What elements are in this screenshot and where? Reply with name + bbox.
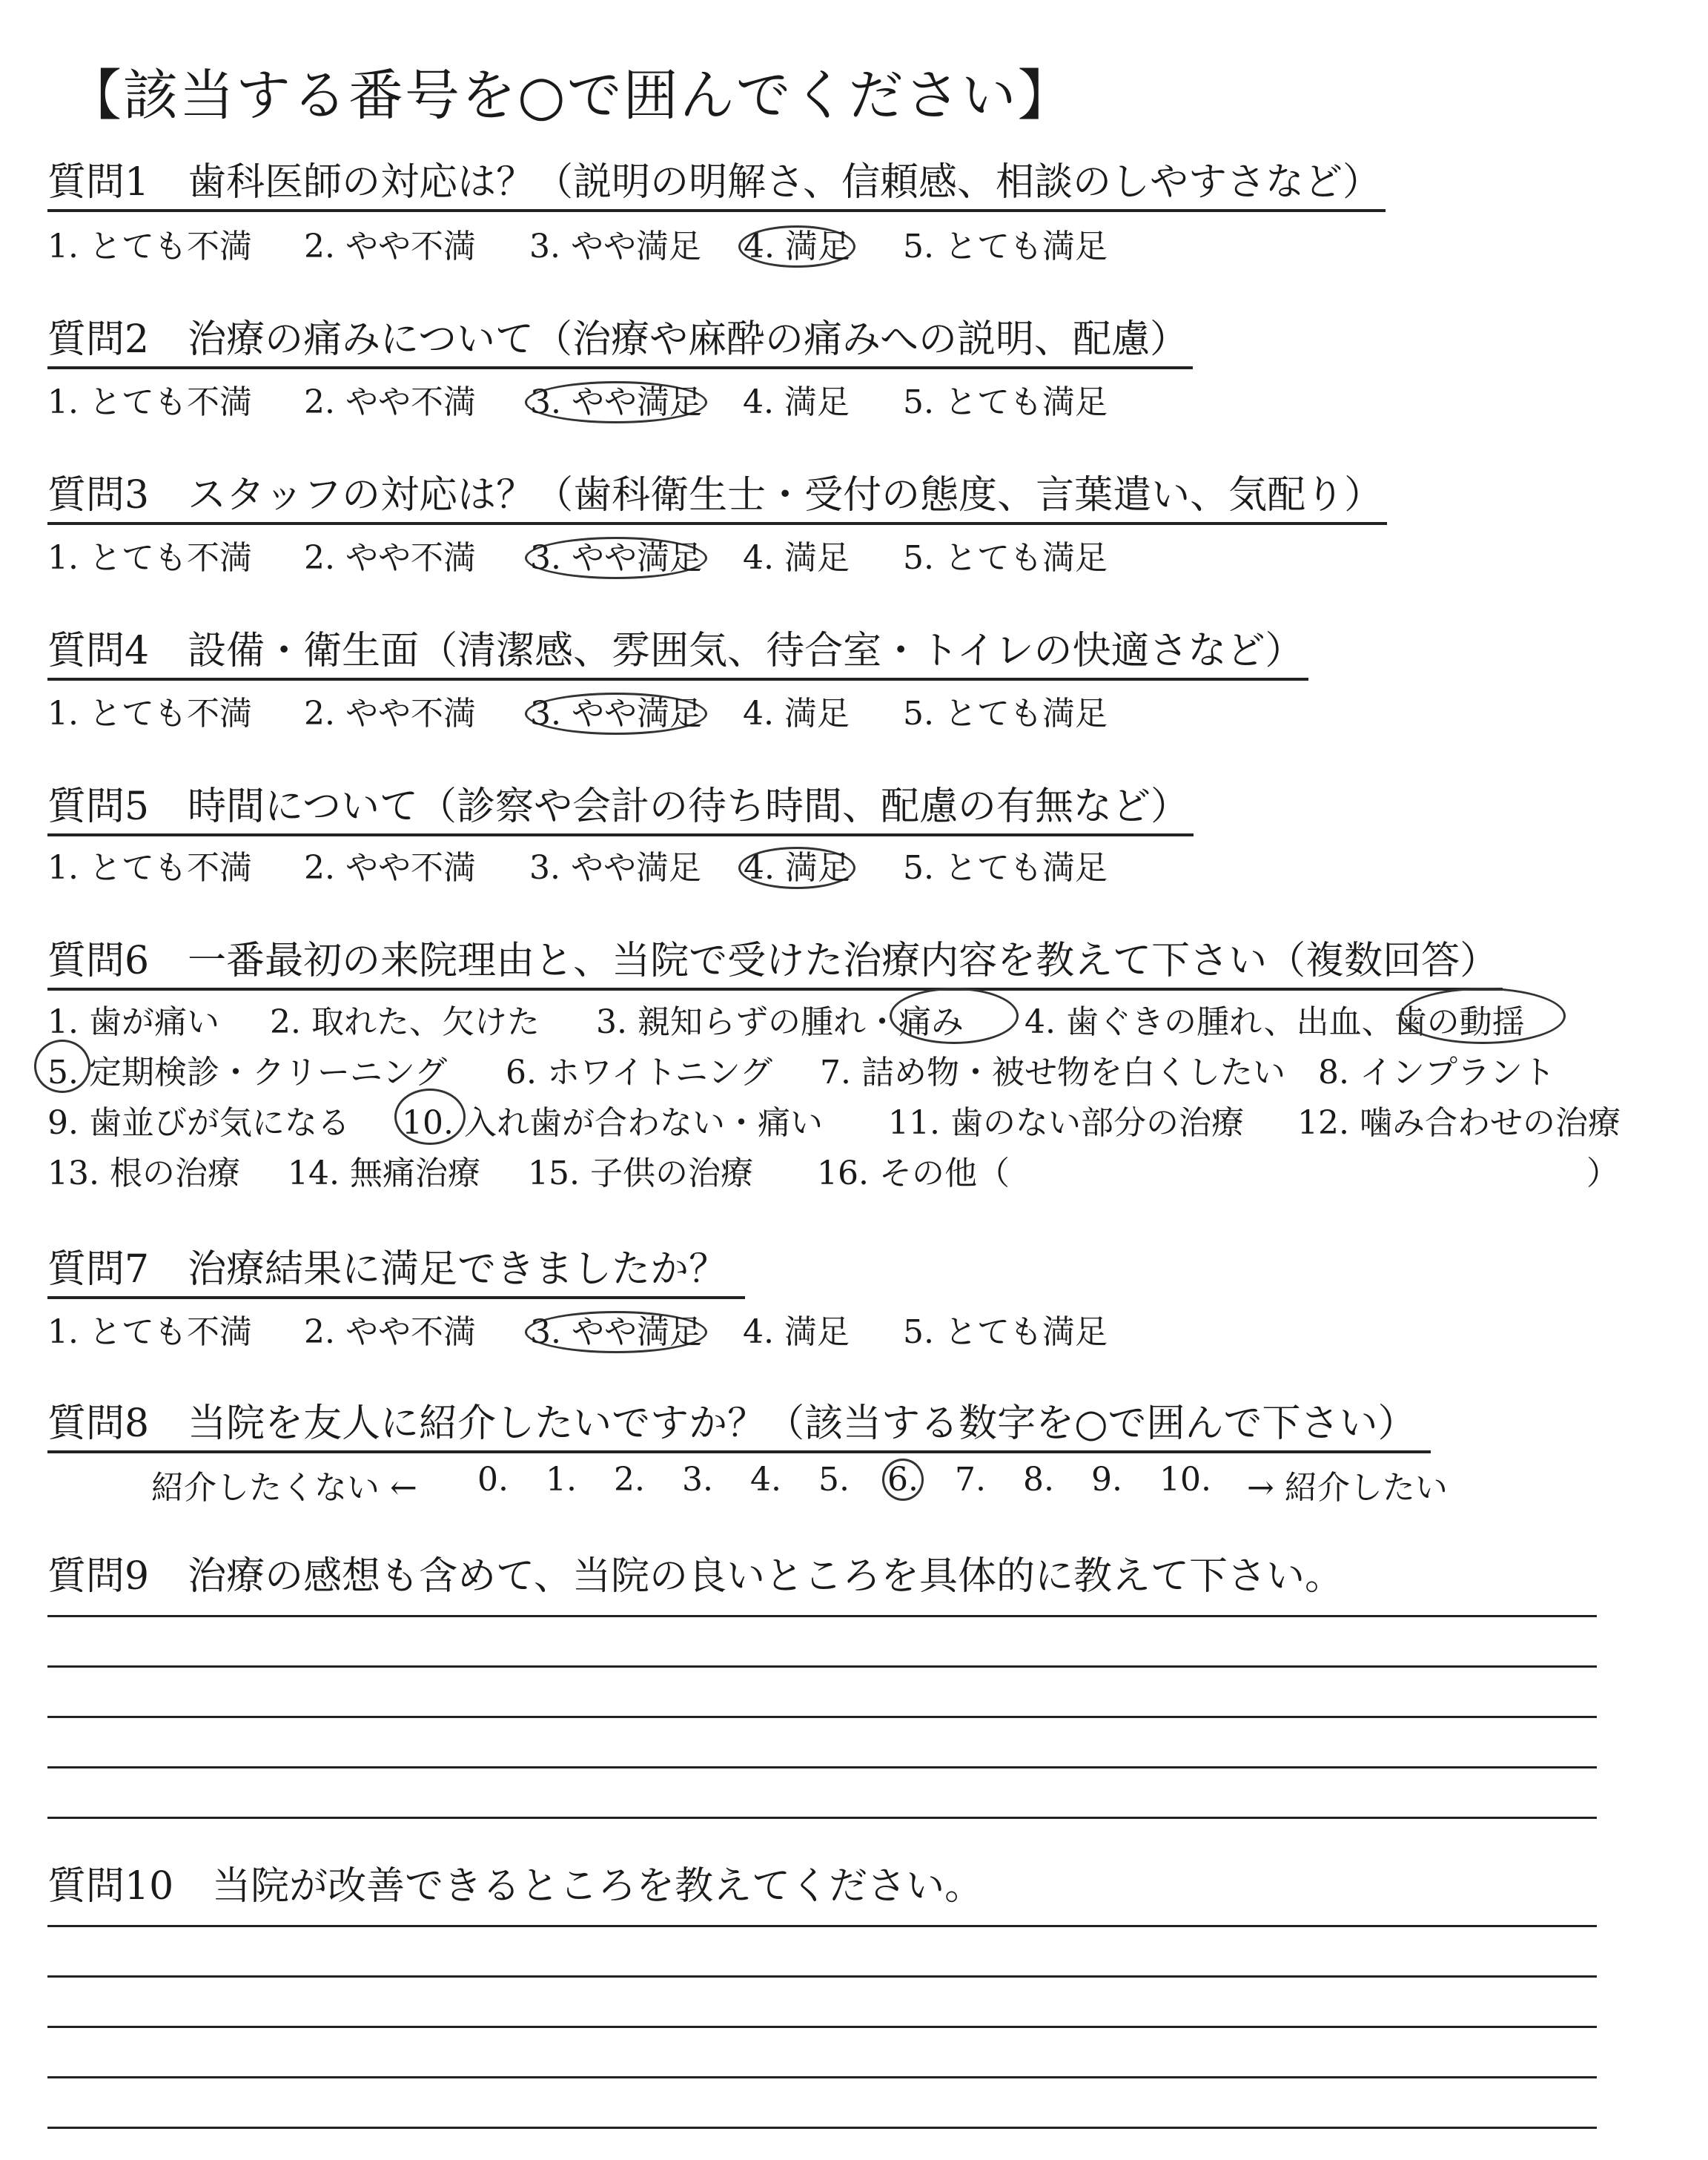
- q6-option-2[interactable]: 2. 取れた、欠けた: [270, 1003, 540, 1041]
- q2-selected-circle: 3. やや満足: [525, 381, 707, 423]
- question-2-title: 質問2 治療の痛みについて（治療や麻酔の痛みへの説明、配慮）: [47, 313, 1193, 369]
- q9-answer-line[interactable]: [47, 1817, 1597, 1819]
- q6-option-12[interactable]: 12. 噛み合わせの治療: [1297, 1104, 1621, 1142]
- q6-option-16[interactable]: 16. その他（: [817, 1155, 1010, 1192]
- q6-mark-10-circle: [394, 1089, 466, 1145]
- q3-option-5[interactable]: 5. とても満足: [903, 539, 1108, 577]
- question-4-title: 質問4 設備・衛生面（清潔感、雰囲気、待合室・トイレの快適さなど）: [47, 624, 1308, 681]
- question-7: [47, 1243, 745, 1299]
- q3-option-4[interactable]: 4. 満足: [743, 539, 850, 577]
- q5-option-3[interactable]: 3. やや満足: [529, 849, 701, 887]
- q6-option-13[interactable]: 13. 根の治療: [47, 1155, 240, 1192]
- q2-option-2[interactable]: 2. やや不満: [304, 383, 476, 421]
- q6-option-11[interactable]: 11. 歯のない部分の治療: [888, 1104, 1244, 1142]
- q2-option-3[interactable]: [529, 375, 707, 423]
- q8-value-4[interactable]: 4.: [750, 1461, 781, 1499]
- q6-mark-pain-oval: [890, 988, 1019, 1044]
- q8-right-label: → 紹介したい: [1247, 1469, 1448, 1507]
- question-3: [47, 469, 1387, 525]
- q10-answer-line[interactable]: [47, 1975, 1597, 1978]
- question-5: [47, 780, 1194, 836]
- question-2: [47, 313, 1193, 369]
- question-4: [47, 624, 1308, 681]
- q2-option-1[interactable]: 1. とても不満: [47, 383, 252, 421]
- question-5-title: 質問5 時間について（診察や会計の待ち時間、配慮の有無など）: [47, 780, 1194, 836]
- q10-answer-line[interactable]: [47, 1925, 1597, 1927]
- q6-option-5[interactable]: 5. 定期検診・クリーニング: [47, 1054, 448, 1091]
- q9-answer-line[interactable]: [47, 1766, 1597, 1768]
- q8-value-0[interactable]: 0.: [477, 1461, 509, 1499]
- question-6: [47, 934, 1503, 991]
- q1-selected-circle: 4. 満足: [738, 225, 855, 268]
- q7-option-3[interactable]: [529, 1305, 707, 1353]
- q1-option-1[interactable]: 1. とても不満: [47, 228, 252, 265]
- q6-mark-5-circle: [34, 1040, 90, 1093]
- question-10: [47, 1860, 983, 1913]
- page-header: 【該当する番号を○で囲んでください】: [67, 64, 1074, 128]
- q1-option-4[interactable]: [743, 219, 855, 267]
- q6-option-1[interactable]: 1. 歯が痛い: [47, 1003, 219, 1041]
- q3-option-1[interactable]: 1. とても不満: [47, 539, 252, 577]
- question-3-title: 質問3 スタッフの対応は？（歯科衛生士・受付の態度、言葉遣い、気配り）: [47, 469, 1387, 525]
- question-1: [47, 156, 1386, 212]
- q9-answer-line[interactable]: [47, 1665, 1597, 1668]
- q9-answer-line[interactable]: [47, 1716, 1597, 1718]
- q6-option-7[interactable]: 7. 詰め物・被せ物を白くしたい: [820, 1054, 1285, 1091]
- q2-option-4[interactable]: 4. 満足: [743, 383, 850, 421]
- q7-option-2[interactable]: 2. やや不満: [304, 1313, 476, 1351]
- q2-option-5[interactable]: 5. とても満足: [903, 383, 1108, 421]
- q6-option-15[interactable]: 15. 子供の治療: [528, 1155, 753, 1192]
- q6-option-9[interactable]: 9. 歯並びが気になる: [47, 1104, 350, 1142]
- q8-selected-circle: 6.: [882, 1459, 924, 1501]
- q5-option-1[interactable]: 1. とても不満: [47, 849, 252, 887]
- q7-option-4[interactable]: 4. 満足: [743, 1313, 850, 1351]
- question-7-title: 質問7 治療結果に満足できましたか？: [47, 1243, 745, 1299]
- q8-value-10[interactable]: 10.: [1159, 1461, 1211, 1499]
- question-1-title: 質問1 歯科医師の対応は？（説明の明解さ、信頼感、相談のしやすさなど）: [47, 156, 1386, 212]
- q3-option-3[interactable]: [529, 531, 707, 578]
- q4-option-1[interactable]: 1. とても不満: [47, 695, 252, 733]
- q8-left-label: 紹介したくない ←: [151, 1469, 417, 1507]
- q6-option-4[interactable]: 4. 歯ぐきの腫れ、出血、歯の動揺: [1025, 1003, 1525, 1041]
- q8-value-2[interactable]: 2.: [614, 1461, 645, 1499]
- q5-option-5[interactable]: 5. とても満足: [903, 849, 1108, 887]
- q6-option-3[interactable]: 3. 親知らずの腫れ・痛み: [596, 1003, 964, 1041]
- q5-option-4[interactable]: [743, 841, 855, 888]
- q8-value-5[interactable]: 5.: [818, 1461, 850, 1499]
- q4-option-3[interactable]: [529, 687, 707, 734]
- question-10-title: 質問10 当院が改善できるところを教えてください。: [47, 1864, 984, 1909]
- q10-answer-line[interactable]: [47, 2026, 1597, 2028]
- q8-value-8[interactable]: 8.: [1023, 1461, 1054, 1499]
- q7-option-5[interactable]: 5. とても満足: [903, 1313, 1108, 1351]
- q3-selected-circle: 3. やや満足: [525, 537, 707, 579]
- q8-value-1[interactable]: 1.: [546, 1461, 577, 1499]
- question-8-title: 質問8 当院を友人に紹介したいですか？（該当する数字を○で囲んで下さい）: [47, 1397, 1431, 1453]
- q5-selected-circle: 4. 満足: [738, 847, 855, 889]
- q1-option-3[interactable]: 3. やや満足: [529, 228, 701, 265]
- q4-selected-circle: 3. やや満足: [525, 693, 707, 735]
- question-6-title: 質問6 一番最初の来院理由と、当院で受けた治療内容を教えて下さい（複数回答）: [47, 934, 1503, 991]
- q1-option-5[interactable]: 5. とても満足: [903, 228, 1108, 265]
- question-9-title: 質問9 治療の感想も含めて、当院の良いところを具体的に教えて下さい。: [47, 1554, 1344, 1599]
- q6-option-8[interactable]: 8. インプラント: [1318, 1054, 1555, 1091]
- q7-selected-circle: 3. やや満足: [525, 1311, 707, 1353]
- q8-value-7[interactable]: 7.: [955, 1461, 986, 1499]
- q4-option-5[interactable]: 5. とても満足: [903, 695, 1108, 733]
- q10-answer-line[interactable]: [47, 2127, 1597, 2129]
- question-9: [47, 1550, 1343, 1603]
- q1-option-2[interactable]: 2. やや不満: [304, 228, 476, 265]
- q8-value-6[interactable]: [887, 1461, 924, 1499]
- q7-option-1[interactable]: 1. とても不満: [47, 1313, 252, 1351]
- q4-option-2[interactable]: 2. やや不満: [304, 695, 476, 733]
- q8-value-9[interactable]: 9.: [1091, 1461, 1122, 1499]
- q4-option-4[interactable]: 4. 満足: [743, 695, 850, 733]
- q6-option-10[interactable]: 10. 入れ歯が合わない・痛い: [402, 1104, 823, 1142]
- q6-other-close-paren: ）: [1586, 1155, 1619, 1192]
- q6-mark-tooth-mobility-oval: [1400, 988, 1566, 1044]
- q9-answer-line[interactable]: [47, 1615, 1597, 1617]
- q10-answer-line[interactable]: [47, 2076, 1597, 2078]
- q6-option-14[interactable]: 14. 無痛治療: [288, 1155, 480, 1192]
- question-8: [47, 1397, 1431, 1453]
- q3-option-2[interactable]: 2. やや不満: [304, 539, 476, 577]
- q5-option-2[interactable]: 2. やや不満: [304, 849, 476, 887]
- q8-value-3[interactable]: 3.: [682, 1461, 713, 1499]
- q6-option-6[interactable]: 6. ホワイトニング: [506, 1054, 773, 1091]
